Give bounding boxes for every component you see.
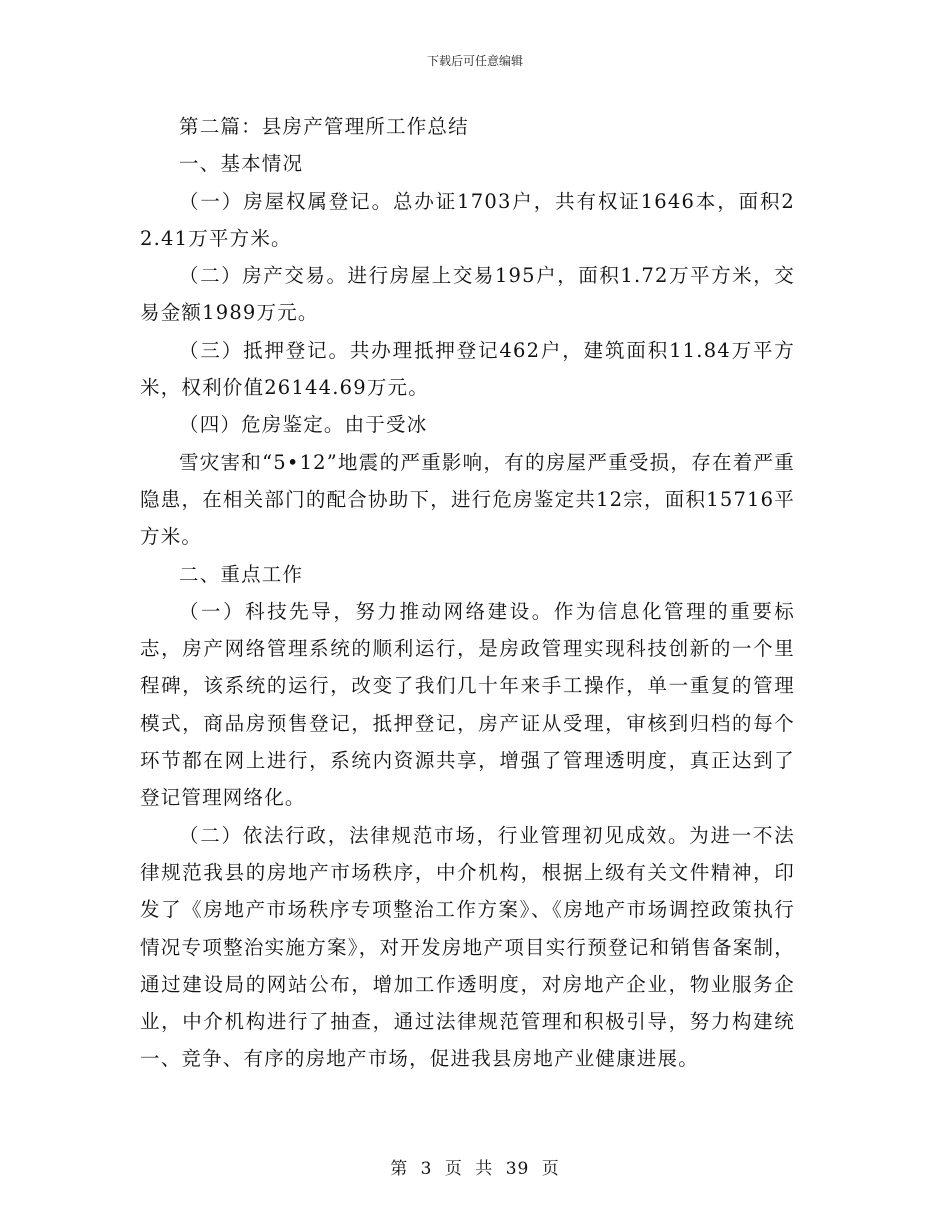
section-heading-key-work: 二、重点工作: [179, 562, 304, 586]
paragraph-dangerous-housing-intro: （四）危房鉴定。由于受冰: [179, 413, 428, 437]
paragraph-property-transaction: （二）房产交易。进行房屋上交易195户，面积1.72万平方米，交易金额1989万元。: [140, 264, 795, 325]
paragraph-network-construction: （一）科技先导，努力推动网络建设。作为信息化管理的重要标志，房产网络管理系统的顺利运行，是房政管理实现科技创新的一个里程碑，该系统的运行，改变了我们几十年来手工操作，单一重复的管理模式，商品房预售登记，抵押登记，房产证从受理，审核到归档的每个环节都在网上进行，系统内资源共享，增强了管理透明度，真正达到了登记管理网络化。: [140, 599, 795, 810]
paragraph-dangerous-housing-detail: 雪灾害和“5•12”地震的严重影响，有的房屋严重受损，存在着严重隐患，在相关部门的配合协助下，进行危房鉴定共12宗，面积15716平方米。: [140, 450, 795, 549]
document-title: 第二篇：县房产管理所工作总结: [179, 115, 469, 138]
page-header-note: 下载后可任意编辑: [426, 54, 523, 68]
document-body: [140, 108, 795, 1078]
section-heading-basic-situation: 一、基本情况: [179, 152, 304, 176]
paragraph-mortgage-registration: （三）抵押登记。共办理抵押登记462户，建筑面积11.84万平方米，权利价值26144.69万元。: [140, 338, 795, 400]
paragraph-property-registration: （一）房屋权属登记。总办证1703户，共有权证1646本，面积22.41万平方米。: [140, 189, 795, 250]
page-number: 第 3 页 共 39 页: [390, 1159, 560, 1179]
paragraph-law-administration: （二）依法行政，法律规范市场，行业管理初见成效。为进一不法律规范我县的房地产市场秩序，中介机构，根据上级有关文件精神，印发了《房地产市场秩序专项整治工作方案》、《房地产市场调控政策执行情况专项整治实施方案》，对开发房地产项目实行预登记和销售备案制，通过建设局的网站公布，增加工作透明度，对房地产企业，物业服务企业，中介机构进行了抽查，通过法律规范管理和积极引导，努力构建统一、竞争、有序的房地产市场，促进我县房地产业健康进展。: [140, 823, 795, 1071]
